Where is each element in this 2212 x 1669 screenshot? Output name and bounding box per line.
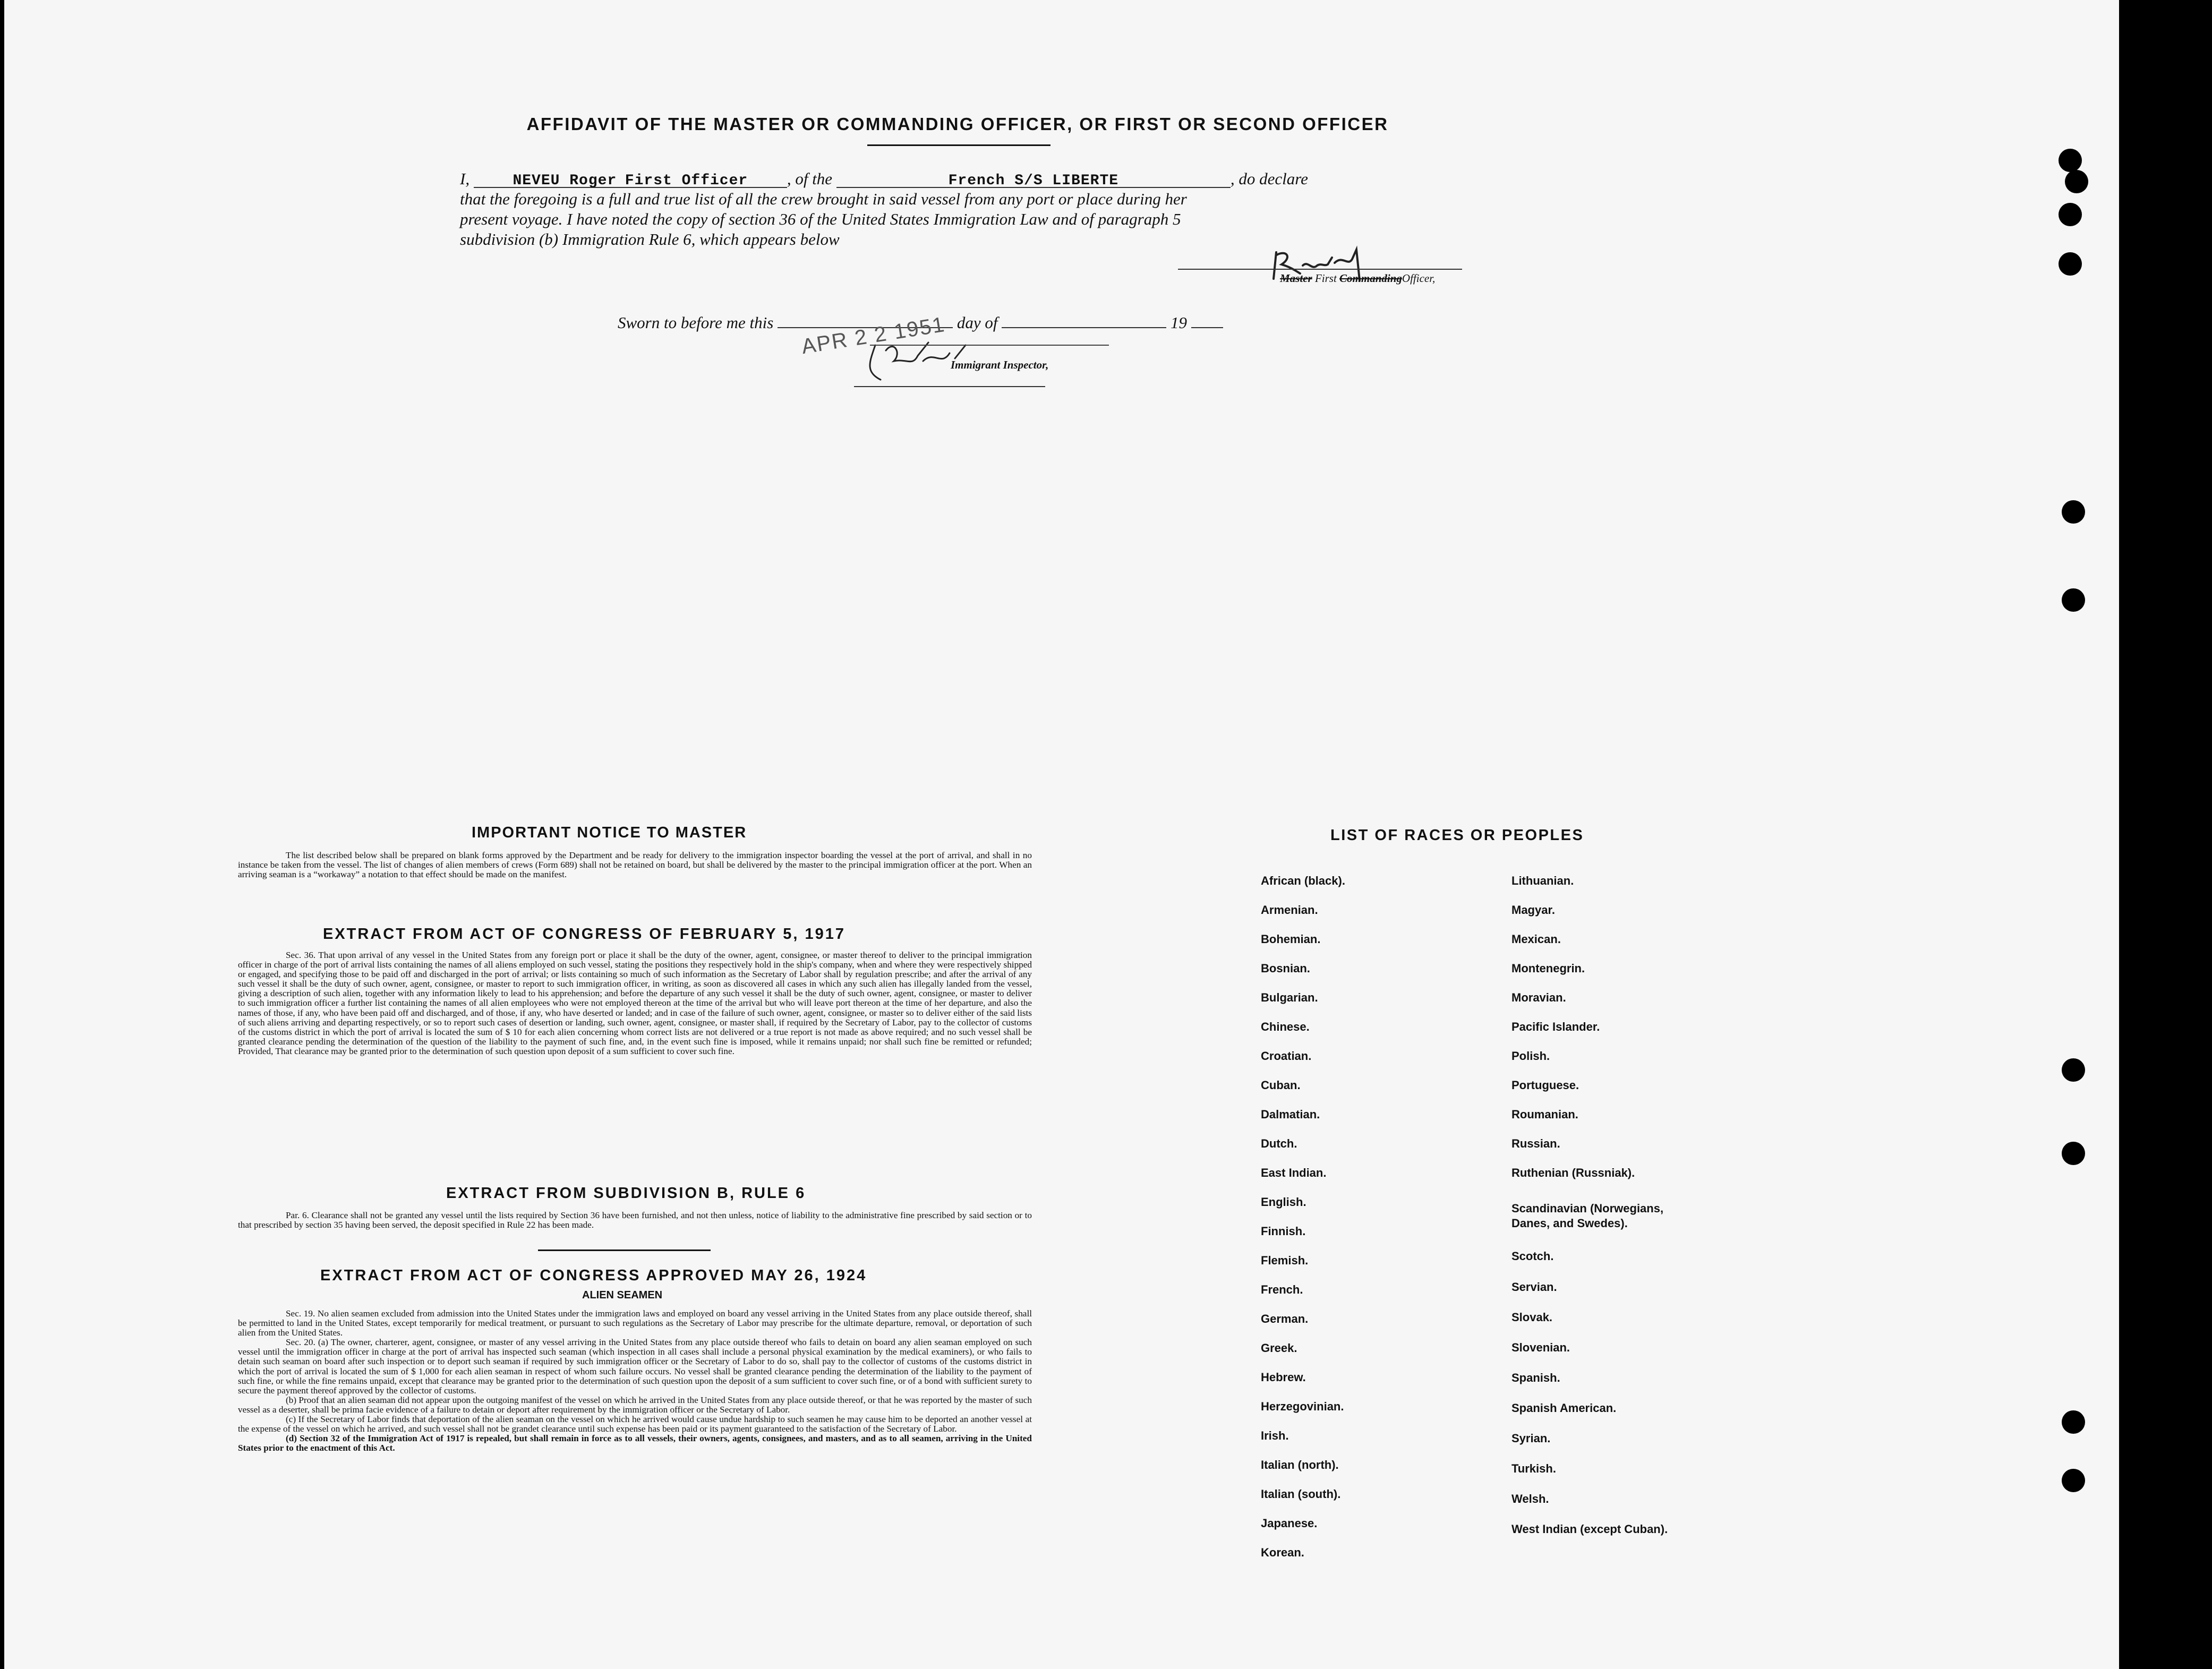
binder-hole	[2059, 203, 2082, 226]
race-right-6: Polish.	[1511, 1049, 1550, 1063]
race-left-6: Croatian.	[1261, 1049, 1312, 1063]
sworn-month-field	[1002, 309, 1166, 328]
name-field	[474, 169, 787, 188]
extract-1924-sec20b: (b) Proof that an alien seaman did not appear upon the outgoing manifest of the vessel on which he arrived in the United States from any place outside thereof, or that he was reported by the master of such vessel as a deserter, shall be prima facie evidence of a failure to detain or deport after requirement by the immigration officer or the Secretary of Labor.	[238, 1394, 1032, 1415]
sworn-label: Sworn to before me this	[618, 313, 774, 332]
race-left-20: Italian (north).	[1261, 1458, 1339, 1471]
race-right-15: Slovenian.	[1511, 1341, 1570, 1354]
race-left-21: Italian (south).	[1261, 1487, 1341, 1501]
binder-hole	[2059, 252, 2082, 276]
extract-1917-body	[238, 951, 1032, 1056]
binder-hole	[2065, 170, 2088, 193]
race-left-19: Irish.	[1261, 1429, 1289, 1442]
race-left-10: East Indian.	[1261, 1166, 1327, 1179]
race-left-2: Bohemian.	[1261, 932, 1321, 946]
subdivision-text: Par. 6. Clearance shall not be granted any vessel until the lists required by Section 36 have been furnished, and not then unless, notice of liability to the administrative fine prescribed by said section or to that prescribed by section 35 having been served, the deposit specified in Rule 22 has been made.	[238, 1210, 1032, 1230]
caption-officer: Officer,	[1402, 272, 1436, 285]
extract-1924-sec20a: Sec. 20. (a) The owner, charterer, agent, consignee, or master of any vessel arriving in the United States from any place outside thereof who fails to detain on board any alien seaman employed on such vessel until the immigration officer in charge at the port of arrival has inspected such seaman (which inspection in all cases shall include a personal physical examination by the medical examiners), or who fails to detain such seaman on board after such inspection or to deport such seaman if required by such immigration officer or the Secretary of Labor to do so, shall pay to the collector of customs of the customs district in which the port of arrival is located the sum of $ 1,000 for each alien seaman in respect of whom such failure occurs. No vessel shall be granted clearance pending the determination of the liability to the payment of such fine, or while the fine remains unpaid, except that clearance may be granted prior to the determination of such question upon the deposit of a sum sufficient to cover such fine, or of a bond with sufficient surety to secure the payment thereof approved by the collector of customs.	[238, 1337, 1032, 1396]
race-left-12: Finnish.	[1261, 1225, 1306, 1238]
extract-1924-sec20c: (c) If the Secretary of Labor finds that deportation of the alien seaman on the vessel on which he arrived would cause undue hardship to such seamen he may cause him to be deported an another vessel at the expense of the vessel on which he arrived, and such vessel shall not be grandet clearance until such expense has been paid or its payment guaranteed to the satisfaction of the Secretary of Labor.	[238, 1414, 1032, 1434]
race-left-11: English.	[1261, 1195, 1306, 1209]
vessel-name: French S/S LIBERTE	[948, 173, 1119, 189]
officer-name: NEVEU Roger	[513, 173, 617, 189]
race-left-3: Bosnian.	[1261, 962, 1310, 975]
race-left-17: Hebrew.	[1261, 1371, 1306, 1384]
affidavit-title: AFFIDAVIT OF THE MASTER OR COMMANDING OFFICER, OR FIRST OR SECOND OFFICER	[526, 114, 1389, 134]
race-right-20: Welsh.	[1511, 1492, 1549, 1505]
i-label: I,	[460, 169, 470, 188]
race-left-1: Armenian.	[1261, 903, 1318, 917]
subdivision-heading: EXTRACT FROM SUBDIVISION B, RULE 6	[446, 1185, 806, 1202]
race-right-18: Syrian.	[1511, 1432, 1551, 1445]
declaration-line-1	[460, 169, 1469, 189]
race-right-11: Scandinavian (Norwegians, Danes, and Swedes).	[1511, 1202, 1664, 1230]
race-left-23: Korean.	[1261, 1546, 1304, 1559]
race-right-0: Lithuanian.	[1511, 874, 1574, 887]
race-left-14: French.	[1261, 1283, 1303, 1296]
race-right-2: Mexican.	[1511, 932, 1561, 946]
binder-hole	[2062, 1469, 2085, 1492]
extract-1917-heading: EXTRACT FROM ACT OF CONGRESS OF FEBRUARY 5, 1917	[323, 926, 846, 943]
notice-heading: IMPORTANT NOTICE TO MASTER	[472, 824, 747, 841]
race-left-8: Dalmatian.	[1261, 1108, 1320, 1121]
race-right-8: Roumanian.	[1511, 1108, 1578, 1121]
binder-hole	[2062, 1410, 2085, 1434]
officer-rank: First Officer	[625, 173, 748, 189]
race-right-21: West Indian (except Cuban).	[1511, 1522, 1668, 1536]
of-label: , of the	[787, 169, 833, 188]
race-left-22: Japanese.	[1261, 1517, 1318, 1530]
race-left-0: African (black).	[1261, 874, 1345, 887]
binder-hole	[2062, 588, 2085, 612]
declaration-line-2: that the foregoing is a full and true list of all the crew brought in said vessel from any port or place during her	[460, 190, 1187, 208]
race-right-1: Magyar.	[1511, 903, 1555, 917]
race-right-19: Turkish.	[1511, 1462, 1556, 1475]
binder-hole	[2059, 149, 2082, 172]
race-right-13: Servian.	[1511, 1280, 1557, 1294]
declaration-line-3: present voyage. I have noted the copy of section 36 of the United States Immigration Law and of paragraph 5	[460, 210, 1181, 228]
race-right-9: Russian.	[1511, 1137, 1560, 1150]
sworn-year-field	[1191, 309, 1223, 328]
binder-hole	[2062, 1142, 2085, 1165]
caption-master-struck: Master	[1280, 272, 1312, 285]
caption-first: First	[1314, 272, 1337, 285]
binder-hole	[2062, 1058, 2085, 1082]
race-left-18: Herzegovinian.	[1261, 1400, 1344, 1413]
alien-seamen-subheading: ALIEN SEAMEN	[582, 1289, 663, 1301]
race-right-4: Moravian.	[1511, 991, 1566, 1004]
race-right-7: Portuguese.	[1511, 1079, 1579, 1092]
race-left-4: Bulgarian.	[1261, 991, 1318, 1004]
inspector-caption: Immigrant Inspector,	[951, 358, 1049, 371]
year-label: 19	[1170, 313, 1187, 332]
race-left-7: Cuban.	[1261, 1079, 1301, 1092]
caption-commanding-struck: Commanding	[1339, 272, 1402, 285]
extract-1924-sec20d: (d) Section 32 of the Immigration Act of 1917 is repealed, but shall remain in force as to all vessels, their owners, agents, consignees, and masters, and as to all seamen, arriving in the United States prior to the enactment of this Act.	[238, 1433, 1032, 1453]
race-right-16: Spanish.	[1511, 1371, 1560, 1384]
race-left-5: Chinese.	[1261, 1020, 1310, 1033]
race-right-14: Slovak.	[1511, 1311, 1553, 1324]
race-right-3: Montenegrin.	[1511, 962, 1585, 975]
notice-body	[238, 851, 1032, 879]
race-left-9: Dutch.	[1261, 1137, 1297, 1150]
race-right-17: Spanish American.	[1511, 1401, 1617, 1415]
races-heading: LIST OF RACES OR PEOPLES	[1330, 827, 1584, 844]
race-left-16: Greek.	[1261, 1341, 1297, 1355]
title-rule	[867, 144, 1051, 146]
extract-1917-text: Sec. 36. That upon arrival of any vessel in the United States from any foreign port or place it shall be the duty of the owner, agent, consignee, or master thereof to deliver to the principal immigration officer in charge of the port of arrival lists containing the names of all aliens employed on such vessel, stating the positions they respectively hold in the ship's company, when and where they were respectively shipped or engaged, and specifying those to be paid off and discharged in the port of arrival; or lists containing so much of such information as the Secretary of Labor shall by regulation prescribe; and after the arrival of any such vessel it shall be the duty of such owner, agent, consignee, or master to report to such immigration officer, in writing, as soon as discovered all cases in which any such alien has illegally landed from the vessel, giving a description of such alien, together with any information likely to lead to his apprehension; and before the departure of any such vessel it shall be the duty of such owner, agent, consignee, or master to deliver to such immigration officer a further list containing the names of all alien employees who were not employed thereon at the time of the arrival but who will leave port thereon at the time of her departure, and also the names of those, if any, who have been paid off and discharged, and of those, if any, who have deserted or landed; and in case of the failure of such owner, agent, consignee, or master so to deliver either of the said lists of such aliens arriving and departing respectively, or so to report such cases of desertion or landing, such owner, agent, consignee, or master shall, if required by the Secretary of Labor, pay to the collector of customs of the customs district in which the port of arrival is located the sum of $ 10 for each alien concerning whom correct lists are not delivered or a true report is not made as above required; and no such vessel shall be granted clearance pending the determination of the question of the liability to the payment of such fine, and, in the event such fine is imposed, while it remains unpaid; nor shall such fine be remitted or refunded; Provided, That clearance may be granted prior to the determination of such question upon deposit of a sum sufficient to cover such fine.	[238, 950, 1032, 1056]
vessel-field	[836, 169, 1231, 188]
document-page	[4, 0, 2119, 1669]
date-stamp: APR 2 2 1951	[800, 312, 947, 359]
race-right-5: Pacific Islander.	[1511, 1020, 1600, 1033]
race-right-12: Scotch.	[1511, 1249, 1554, 1263]
race-left-15: German.	[1261, 1312, 1309, 1325]
extract-1924-heading: EXTRACT FROM ACT OF CONGRESS APPROVED MAY 26, 1924	[320, 1267, 867, 1284]
race-left-13: Flemish.	[1261, 1254, 1309, 1267]
subdivision-body	[238, 1211, 1032, 1230]
extract-1924-body	[238, 1309, 1032, 1453]
subdivision-rule	[538, 1249, 711, 1251]
declaration-line-4: subdivision (b) Immigration Rule 6, which appears below	[460, 230, 840, 249]
binder-hole	[2062, 500, 2085, 524]
signature-caption	[1280, 272, 1435, 285]
race-right-10: Ruthenian (Russniak).	[1511, 1166, 1635, 1179]
day-label: day of	[956, 313, 998, 332]
extract-1924-sec19: Sec. 19. No alien seamen excluded from admission into the United States under the immigration laws and employed on board any vessel arriving in the United States from any place outside thereof, shall be permitted to land in the United States, except temporarily for medical treatment, or pursuant to such regulations as the Secretary of Labor may prescribe for the ultimate departure, removal, or deportation of such alien from the United States.	[238, 1308, 1032, 1338]
declare-label: , do declare	[1230, 169, 1308, 188]
notice-text: The list described below shall be prepared on blank forms approved by the Department and be ready for delivery to the immigration inspector boarding the vessel at the port of arrival, and shall in no instance be taken from the vessel. The list of changes of alien members of crews (Form 689) shall not be retained on board, but shall be delivered by the master to the principal immigration officer at the port. When an arriving seaman is a “workaway” a notation to that effect should be made on the manifest.	[238, 850, 1032, 880]
